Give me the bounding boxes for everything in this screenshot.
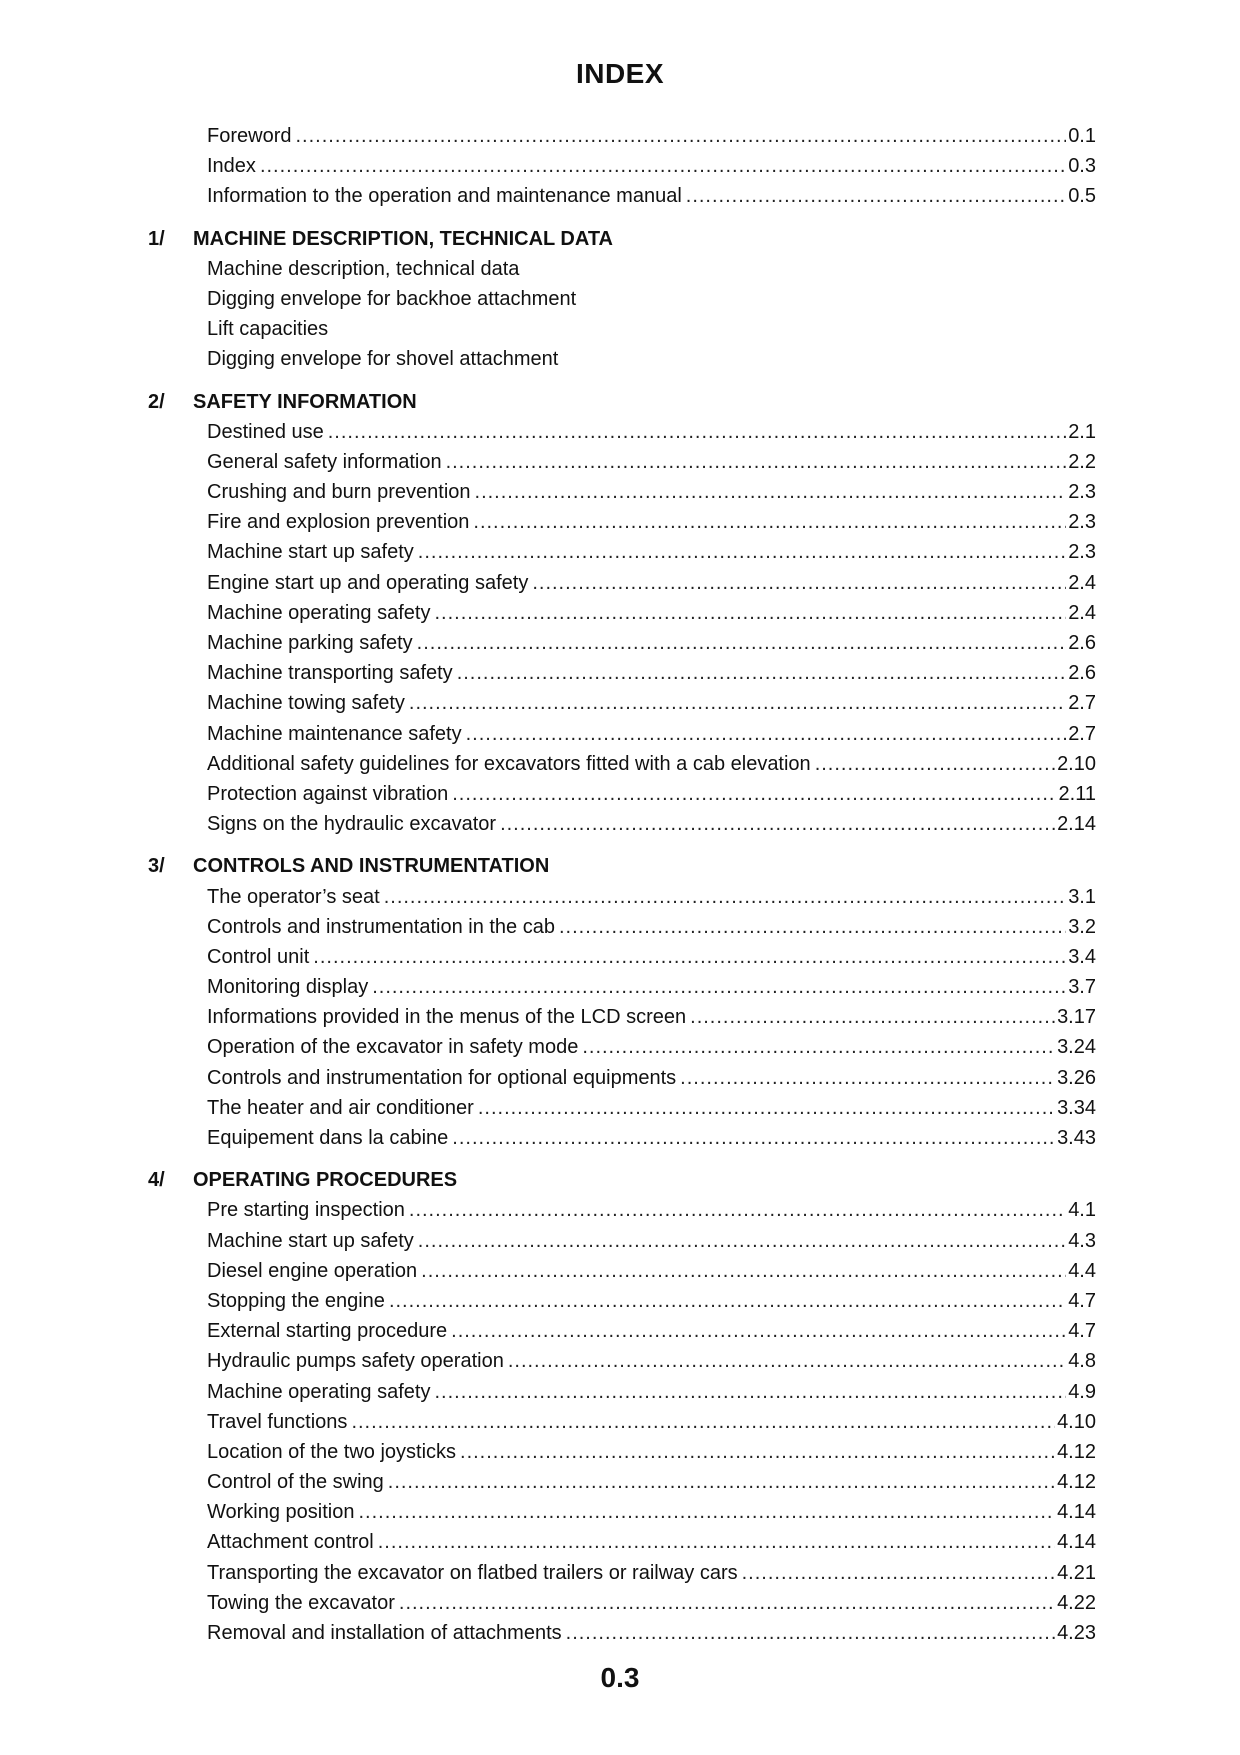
toc-entry [148,1256,1096,1286]
toc-entry-title: Machine start up safety [207,541,414,564]
toc-entry [148,1407,1096,1437]
toc-entry [148,942,1096,972]
toc-entry [148,1618,1096,1648]
toc-entry-page: 2.3 [1068,511,1096,534]
toc-entry [148,719,1096,749]
dot-leader [384,882,1066,912]
dot-leader [399,1588,1055,1618]
toc-entry-title: Working position [207,1501,355,1524]
toc-entry-page: 4.22 [1057,1591,1096,1614]
section-title: MACHINE DESCRIPTION, TECHNICAL DATA [193,227,613,250]
dot-leader [690,1002,1055,1032]
toc-entry-title: Transporting the excavator on flatbed trailers or railway cars [207,1561,738,1584]
toc-entry [148,1527,1096,1557]
dot-leader [500,809,1055,839]
toc-entry-page: 4.14 [1057,1501,1096,1524]
toc-entry [148,809,1096,839]
dot-leader [389,1286,1066,1316]
toc-entry-title: Informations provided in the menus of the LCD screen [207,1006,687,1029]
section-title: OPERATING PROCEDURES [193,1169,458,1192]
dot-leader [742,1558,1055,1588]
section-heading [148,387,1096,417]
toc-entry-page: 2.3 [1068,541,1096,564]
toc-entry [148,254,1096,284]
toc-entry-page: 2.11 [1058,782,1096,805]
dot-leader [451,1316,1066,1346]
toc-entry-page: 4.1 [1068,1199,1096,1222]
dot-leader [680,1063,1055,1093]
toc-entry-page: 2.3 [1068,481,1096,504]
toc-entry-title: Digging envelope for backhoe attachment [207,287,577,310]
toc-entry-title: Control unit [207,945,310,968]
section-number: 4/ [148,1169,165,1192]
dot-leader [508,1346,1066,1376]
toc-entry [148,417,1096,447]
section-heading [148,1165,1096,1195]
dot-leader [409,1195,1066,1225]
dot-leader [446,447,1067,477]
toc-entry-page: 2.14 [1057,813,1096,836]
toc-entry-page: 4.7 [1068,1289,1096,1312]
toc-entry [148,121,1096,151]
toc-entry [148,1346,1096,1376]
dot-leader [417,628,1067,658]
toc-entry-title: Controls and instrumentation in the cab [207,915,555,938]
toc-entry-title: Travel functions [207,1410,348,1433]
toc-entry-page: 4.3 [1068,1229,1096,1252]
toc-entry-title: Equipement dans la cabine [207,1127,449,1149]
toc-entry-title: Machine parking safety [207,632,413,654]
toc-entry-page: 2.7 [1068,692,1096,715]
toc-entry [148,1002,1096,1032]
toc-entry-title: Fire and explosion prevention [207,511,470,534]
toc-entry-page: 4.10 [1057,1410,1096,1433]
toc-entry-title: Controls and instrumentation for optional equipments [207,1066,677,1089]
toc-section [148,1165,1096,1648]
toc-entry-page: 4.8 [1068,1350,1096,1373]
toc-entry-page: 0.1 [1068,125,1096,147]
dot-leader [418,537,1066,567]
toc-entry-page: 4.4 [1068,1259,1096,1282]
dot-leader [815,749,1055,779]
toc-entry [148,1286,1096,1316]
dot-leader [372,972,1066,1002]
toc-entry-page: 2.10 [1057,752,1096,775]
dot-leader [566,1618,1055,1648]
toc-entry-page: 4.12 [1057,1440,1096,1463]
dot-leader [409,688,1066,718]
toc-entry [148,749,1096,779]
section-heading [148,851,1096,881]
toc-entry-title: Machine maintenance safety [207,722,462,745]
toc-entry-title: Attachment control [207,1531,374,1554]
toc-entry-page: 3.43 [1057,1127,1096,1149]
toc-entry-title: Hydraulic pumps safety operation [207,1350,504,1373]
dot-leader [582,1032,1055,1062]
toc-entry-title: Machine operating safety [207,1380,431,1403]
dot-leader [452,1123,1055,1153]
toc-entry [148,1123,1096,1153]
toc-entry [148,1195,1096,1225]
toc-entry [148,912,1096,942]
toc-entry [148,598,1096,628]
toc-entry-title: Machine start up safety [207,1229,414,1252]
dot-leader [478,1093,1055,1123]
toc-entry-page: 2.6 [1068,632,1096,654]
toc-entry-page: 3.2 [1068,915,1096,938]
toc-entry-title: Operation of the excavator in safety mode [207,1036,579,1059]
toc-entry [148,314,1096,344]
dot-leader [460,1437,1055,1467]
toc-entry [148,284,1096,314]
toc-entry-page: 2.6 [1068,662,1096,685]
toc-entry [148,1467,1096,1497]
toc-entry-page: 4.9 [1068,1380,1096,1403]
toc-entry-title: Engine start up and operating safety [207,571,529,594]
toc-entry-title: Machine towing safety [207,692,405,715]
toc-entry-page: 2.1 [1068,420,1096,443]
toc-entry-title: Index [207,155,256,178]
toc-entry-title: Control of the swing [207,1471,384,1494]
dot-leader [532,568,1066,598]
toc-entry [148,779,1096,809]
toc-entry-title: Towing the excavator [207,1591,395,1614]
toc-section [148,387,1096,840]
toc-entry-title: Machine operating safety [207,601,431,624]
dot-leader [559,912,1066,942]
toc-entry [148,882,1096,912]
toc-entry-page: 3.34 [1057,1096,1096,1119]
front-matter-list [148,121,1096,212]
dot-leader [378,1527,1055,1557]
toc-entry-title: Diesel engine operation [207,1259,418,1282]
toc-entry-page: 4.12 [1057,1471,1096,1494]
toc-entry [148,1316,1096,1346]
toc-section [148,224,1096,375]
toc-entry-page: 4.14 [1057,1531,1096,1554]
dot-leader [452,779,1056,809]
toc-entry [148,537,1096,567]
toc-entry [148,447,1096,477]
page-number: 0.3 [600,1662,640,1693]
toc-entry-page: 3.24 [1057,1036,1096,1059]
toc-entry [148,1588,1096,1618]
dot-leader [434,598,1066,628]
dot-leader [351,1407,1055,1437]
toc-entry-title: External starting procedure [207,1320,448,1343]
dot-leader [434,1377,1066,1407]
toc-entry [148,1032,1096,1062]
toc-entry-page: 4.21 [1057,1561,1096,1584]
toc-entry [148,1377,1096,1407]
section-title: SAFETY INFORMATION [193,390,417,413]
toc-entry-title: Additional safety guidelines for excavators fitted with a cab elevation [207,752,811,775]
toc-entry-page: 2.2 [1068,450,1096,473]
table-of-contents [148,121,1096,1648]
toc-entry-title: Signs on the hydraulic excavator [207,813,497,836]
toc-entry-title: Information to the operation and maintenance manual [207,185,682,208]
section-heading [148,224,1096,254]
section-number: 3/ [148,855,165,878]
toc-entry-page: 4.7 [1068,1320,1096,1343]
toc-entry-title: The heater and air conditioner [207,1096,474,1119]
section-number: 1/ [148,227,165,250]
toc-entry-page: 0.5 [1068,185,1096,208]
toc-entry [148,1497,1096,1527]
toc-entry [148,1093,1096,1123]
toc-entry-title: Protection against vibration [207,782,449,805]
toc-entry-page: 2.7 [1068,722,1096,745]
dot-leader [388,1467,1055,1497]
toc-entry-page: 3.4 [1068,945,1096,968]
toc-entry [148,477,1096,507]
toc-entry [148,688,1096,718]
toc-entry-title: Pre starting inspection [207,1199,405,1222]
section-number: 2/ [148,390,165,413]
section-title: CONTROLS AND INSTRUMENTATION [193,855,550,878]
toc-entry [148,1437,1096,1467]
toc-entry [148,568,1096,598]
toc-entry-page: 0.3 [1068,155,1096,178]
toc-entry-page: 3.17 [1057,1006,1096,1029]
toc-entry-title: General safety information [207,450,442,473]
toc-entry-page: 2.4 [1068,601,1096,624]
toc-entry-title: Location of the two joysticks [207,1440,457,1463]
toc-entry-title: Crushing and burn prevention [207,481,471,504]
toc-entry-title: Lift capacities [207,318,329,341]
page-title: INDEX [575,58,665,89]
dot-leader [418,1226,1066,1256]
dot-leader [457,658,1067,688]
dot-leader [328,417,1066,447]
toc-entry-page: 2.4 [1068,571,1096,594]
toc-entry-title: Removal and installation of attachments [207,1622,562,1644]
toc-entry-page: 4.23 [1057,1622,1096,1644]
dot-leader [295,121,1066,151]
toc-section [148,851,1096,1153]
toc-entry-page: 3.26 [1057,1066,1096,1089]
toc-entry-page: 3.1 [1068,885,1096,908]
dot-leader [260,151,1066,181]
toc-entry-title: Machine description, technical data [207,257,520,280]
toc-entry [148,1558,1096,1588]
toc-entry [148,1226,1096,1256]
toc-entry [148,628,1096,658]
toc-entry-title: Foreword [207,125,292,147]
toc-entry [148,507,1096,537]
toc-entry-title: Digging envelope for shovel attachment [207,348,559,371]
toc-entry [148,151,1096,181]
dot-leader [473,507,1066,537]
toc-entry [148,344,1096,374]
toc-entry [148,972,1096,1002]
toc-entry [148,658,1096,688]
dot-leader [358,1497,1055,1527]
toc-entry-title: The operator’s seat [207,885,380,908]
dot-leader [686,181,1066,211]
toc-entry-title: Stopping the engine [207,1289,385,1312]
toc-entry-title: Monitoring display [207,976,369,999]
dot-leader [313,942,1066,972]
toc-entry-title: Destined use [207,420,324,443]
toc-entry [148,181,1096,211]
toc-entry [148,1063,1096,1093]
toc-entry-title: Machine transporting safety [207,662,453,685]
toc-entry-page: 3.7 [1068,976,1096,999]
dot-leader [466,719,1067,749]
dot-leader [475,477,1067,507]
dot-leader [421,1256,1066,1286]
